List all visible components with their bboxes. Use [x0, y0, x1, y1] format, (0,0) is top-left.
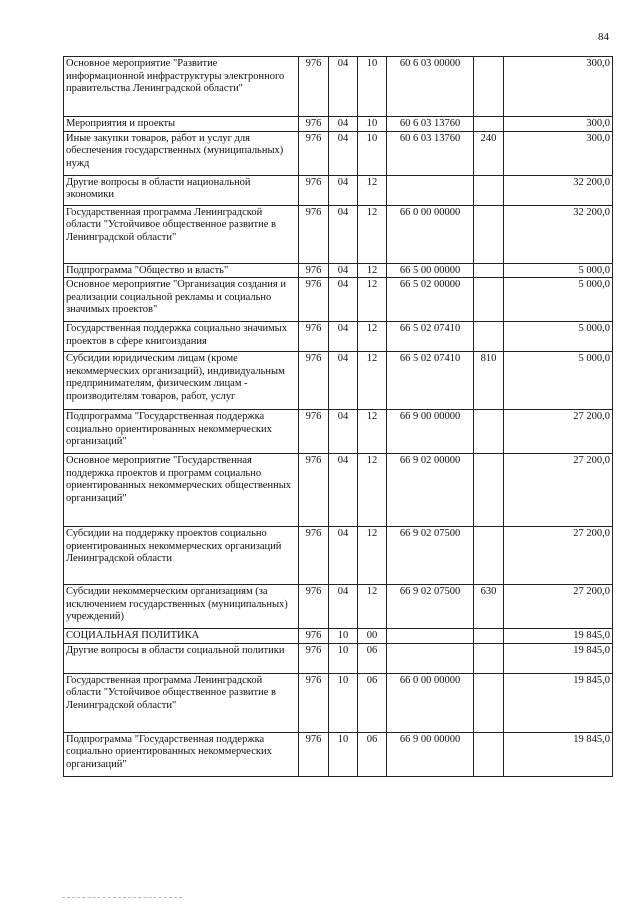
table-row	[64, 263, 613, 278]
row-ministry-code: 976	[299, 175, 329, 205]
row-section-code: 04	[329, 352, 358, 410]
row-target-code	[387, 629, 474, 644]
row-amount: 5 000,0	[504, 352, 613, 410]
row-subsection-code: 12	[358, 527, 387, 585]
row-expense-type	[474, 57, 504, 117]
row-section-code: 04	[329, 131, 358, 175]
row-section-code: 04	[329, 278, 358, 322]
row-subsection-code: 10	[358, 131, 387, 175]
table-row	[64, 352, 613, 410]
row-subsection-code: 12	[358, 263, 387, 278]
row-section-code: 04	[329, 410, 358, 454]
row-ministry-code: 976	[299, 410, 329, 454]
row-expense-type	[474, 117, 504, 132]
row-amount: 300,0	[504, 117, 613, 132]
row-subsection-code: 12	[358, 410, 387, 454]
row-name: Иные закупки товаров, работ и услуг для обеспечения государственных (муниципальных) нужд	[64, 131, 299, 175]
row-name: Государственная программа Ленинградской области "Устойчивое общественное развитие в Ленинградской области"	[64, 673, 299, 732]
row-ministry-code: 976	[299, 629, 329, 644]
row-name: Основное мероприятие "Развитие информационной инфраструктуры электронного правительства Ленинградской области"	[64, 57, 299, 117]
table-row	[64, 643, 613, 673]
table-row	[64, 410, 613, 454]
table-row	[64, 732, 613, 776]
row-amount: 19 845,0	[504, 643, 613, 673]
row-ministry-code: 976	[299, 322, 329, 352]
page-number: 84	[598, 31, 609, 43]
row-expense-type	[474, 410, 504, 454]
row-name: Государственная поддержка социально значимых проектов в сфере книгоиздания	[64, 322, 299, 352]
row-section-code: 04	[329, 57, 358, 117]
row-ministry-code: 976	[299, 643, 329, 673]
row-amount: 5 000,0	[504, 322, 613, 352]
row-subsection-code: 06	[358, 643, 387, 673]
row-amount: 27 200,0	[504, 410, 613, 454]
row-subsection-code: 10	[358, 117, 387, 132]
row-target-code: 60 6 03 00000	[387, 57, 474, 117]
table-row	[64, 278, 613, 322]
row-ministry-code: 976	[299, 673, 329, 732]
row-ministry-code: 976	[299, 278, 329, 322]
row-target-code: 66 5 02 07410	[387, 352, 474, 410]
table-row	[64, 527, 613, 585]
row-amount: 300,0	[504, 57, 613, 117]
table-row	[64, 57, 613, 117]
row-amount: 19 845,0	[504, 629, 613, 644]
row-amount: 27 200,0	[504, 527, 613, 585]
row-target-code: 66 9 00 00000	[387, 410, 474, 454]
row-amount: 19 845,0	[504, 732, 613, 776]
row-target-code: 66 9 00 00000	[387, 732, 474, 776]
row-section-code: 04	[329, 263, 358, 278]
table-row	[64, 673, 613, 732]
table-row	[64, 585, 613, 629]
row-ministry-code: 976	[299, 352, 329, 410]
budget-table	[63, 56, 613, 777]
row-section-code: 10	[329, 643, 358, 673]
row-ministry-code: 976	[299, 263, 329, 278]
row-expense-type	[474, 454, 504, 527]
row-name: Субсидии юридическим лицам (кроме некоммерческих организаций), индивидуальным предпринимателям, физическим лицам - производителям товаров, работ, услуг	[64, 352, 299, 410]
row-section-code: 10	[329, 732, 358, 776]
row-expense-type	[474, 643, 504, 673]
row-name: Субсидии некоммерческим организациям (за исключением государственных (муниципальных) учреждений)	[64, 585, 299, 629]
row-amount: 5 000,0	[504, 278, 613, 322]
table-row	[64, 175, 613, 205]
row-amount: 32 200,0	[504, 205, 613, 263]
row-target-code: 60 6 03 13760	[387, 131, 474, 175]
row-expense-type: 630	[474, 585, 504, 629]
row-expense-type	[474, 322, 504, 352]
row-amount: 32 200,0	[504, 175, 613, 205]
row-name: Государственная программа Ленинградской области "Устойчивое общественное развитие в Ленинградской области"	[64, 205, 299, 263]
row-amount: 27 200,0	[504, 454, 613, 527]
table-row	[64, 131, 613, 175]
table-row	[64, 629, 613, 644]
row-section-code: 04	[329, 454, 358, 527]
row-name: Основное мероприятие "Государственная поддержка проектов и программ социально ориентированных некоммерческих общественных организаций"	[64, 454, 299, 527]
row-subsection-code: 12	[358, 205, 387, 263]
row-expense-type	[474, 527, 504, 585]
row-target-code: 66 0 00 00000	[387, 673, 474, 732]
row-expense-type	[474, 732, 504, 776]
row-subsection-code: 10	[358, 57, 387, 117]
row-subsection-code: 12	[358, 454, 387, 527]
footer-mark	[62, 897, 182, 899]
row-target-code: 66 5 02 07410	[387, 322, 474, 352]
row-subsection-code: 12	[358, 278, 387, 322]
row-expense-type	[474, 263, 504, 278]
row-target-code	[387, 643, 474, 673]
row-section-code: 10	[329, 629, 358, 644]
row-name: Другие вопросы в области социальной политики	[64, 643, 299, 673]
row-section-code: 04	[329, 117, 358, 132]
row-subsection-code: 06	[358, 732, 387, 776]
row-section-code: 04	[329, 205, 358, 263]
row-section-code: 04	[329, 527, 358, 585]
row-subsection-code: 06	[358, 673, 387, 732]
row-section-code: 04	[329, 585, 358, 629]
row-section-code: 04	[329, 322, 358, 352]
row-amount: 5 000,0	[504, 263, 613, 278]
row-ministry-code: 976	[299, 527, 329, 585]
row-ministry-code: 976	[299, 205, 329, 263]
row-name: Мероприятия и проекты	[64, 117, 299, 132]
row-section-code: 10	[329, 673, 358, 732]
row-target-code: 66 5 02 00000	[387, 278, 474, 322]
row-ministry-code: 976	[299, 732, 329, 776]
row-amount: 19 845,0	[504, 673, 613, 732]
row-target-code: 66 9 02 07500	[387, 527, 474, 585]
row-ministry-code: 976	[299, 117, 329, 132]
row-expense-type	[474, 629, 504, 644]
row-subsection-code: 12	[358, 352, 387, 410]
row-name: Подпрограмма "Государственная поддержка социально ориентированных некоммерческих организаций"	[64, 410, 299, 454]
row-expense-type: 810	[474, 352, 504, 410]
row-name: Основное мероприятие "Организация создания и реализации социальной рекламы и социально значимых проектов"	[64, 278, 299, 322]
row-target-code: 60 6 03 13760	[387, 117, 474, 132]
row-target-code: 66 0 00 00000	[387, 205, 474, 263]
row-name: Подпрограмма "Общество и власть"	[64, 263, 299, 278]
row-expense-type	[474, 205, 504, 263]
row-subsection-code: 12	[358, 175, 387, 205]
row-subsection-code: 12	[358, 585, 387, 629]
table-row	[64, 322, 613, 352]
row-subsection-code: 12	[358, 322, 387, 352]
row-expense-type: 240	[474, 131, 504, 175]
row-subsection-code: 00	[358, 629, 387, 644]
row-amount: 27 200,0	[504, 585, 613, 629]
row-expense-type	[474, 673, 504, 732]
row-name: Другие вопросы в области национальной экономики	[64, 175, 299, 205]
row-amount: 300,0	[504, 131, 613, 175]
row-ministry-code: 976	[299, 585, 329, 629]
row-target-code: 66 5 00 00000	[387, 263, 474, 278]
row-expense-type	[474, 278, 504, 322]
table-row	[64, 117, 613, 132]
table-row	[64, 205, 613, 263]
row-target-code	[387, 175, 474, 205]
row-name: Субсидии на поддержку проектов социально ориентированных некоммерческих организаций Ленинградской области	[64, 527, 299, 585]
row-ministry-code: 976	[299, 57, 329, 117]
table-row	[64, 454, 613, 527]
row-ministry-code: 976	[299, 454, 329, 527]
row-target-code: 66 9 02 07500	[387, 585, 474, 629]
row-expense-type	[474, 175, 504, 205]
row-target-code: 66 9 02 00000	[387, 454, 474, 527]
row-ministry-code: 976	[299, 131, 329, 175]
row-name: СОЦИАЛЬНАЯ ПОЛИТИКА	[64, 629, 299, 644]
row-section-code: 04	[329, 175, 358, 205]
row-name: Подпрограмма "Государственная поддержка социально ориентированных некоммерческих организаций"	[64, 732, 299, 776]
